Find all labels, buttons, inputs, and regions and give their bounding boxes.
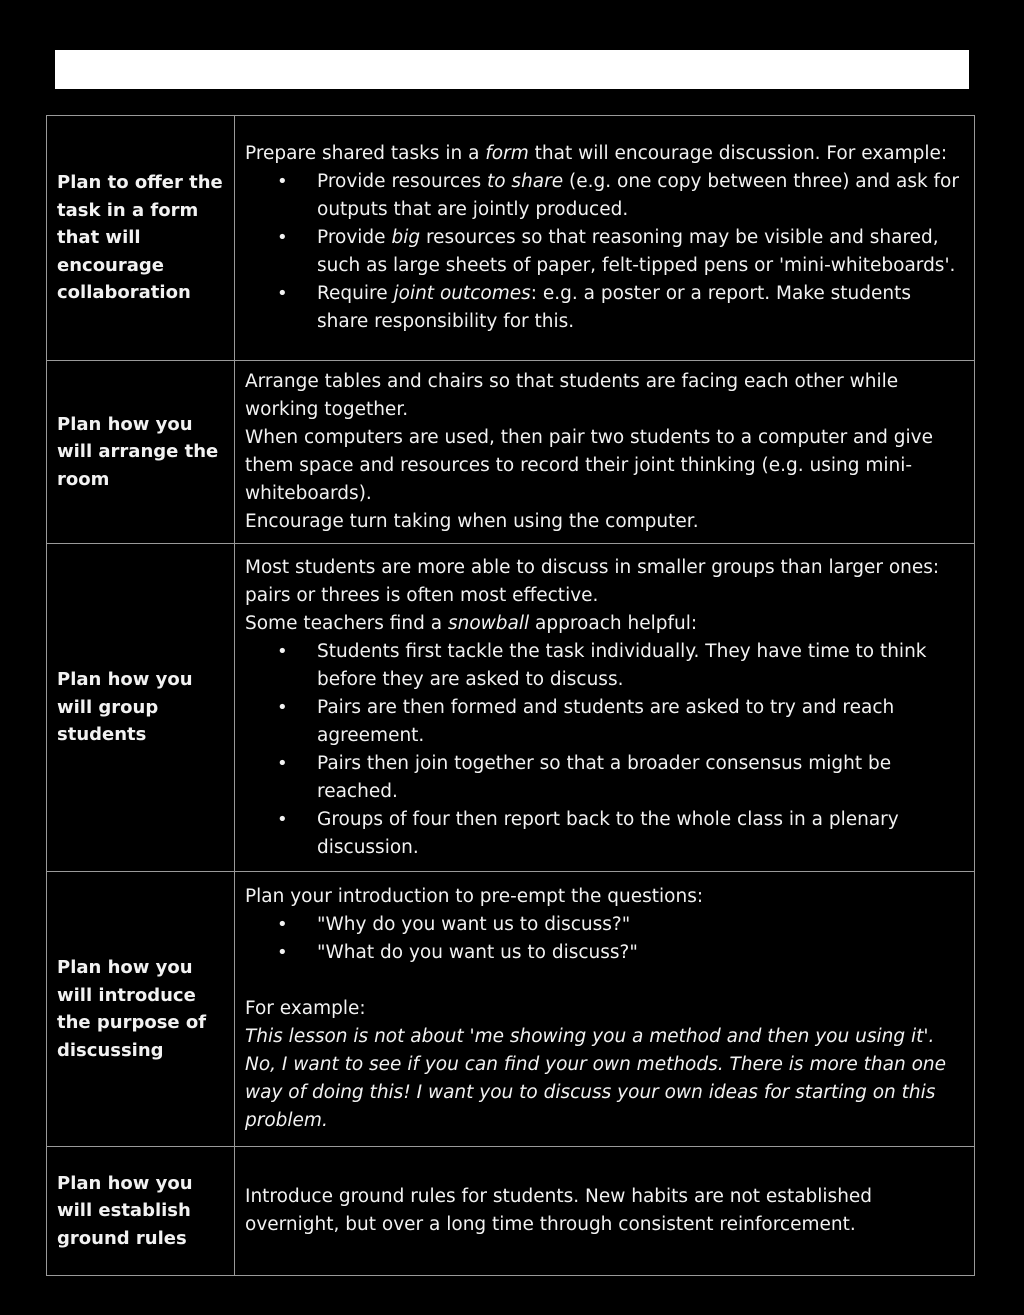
spacer — [245, 967, 964, 995]
intro-text: Prepare shared tasks in a form that will encourage discussion. For example: — [245, 143, 948, 164]
list-item: • Pairs are then formed and students are asked to try and reach agreement. — [317, 694, 964, 750]
planning-table — [46, 115, 975, 1276]
table-row — [47, 1147, 975, 1276]
list-item: • Provide resources to share (e.g. one copy between three) and ask for outputs that are jointly produced. — [317, 168, 964, 224]
title-bar — [55, 50, 969, 89]
row-content — [235, 361, 975, 544]
paragraph: Encourage turn taking when using the computer. — [245, 511, 699, 532]
paragraph: Arrange tables and chairs so that students are facing each other while working together. — [245, 371, 899, 420]
list-item: • Students first tackle the task individually. They have time to think before they are asked to discuss. — [317, 638, 964, 694]
paragraph: When computers are used, then pair two students to a computer and give them space and resources to record their joint thinking (e.g. using mini-whiteboards). — [245, 427, 933, 504]
example-text: This lesson is not about 'me showing you a method and then you using it'. No, I want to see if you can find your own methods. There is more than one way of doing this! I want you to discuss your own ideas for starting on this problem. — [245, 1026, 947, 1131]
example-label: For example: — [245, 998, 366, 1019]
table-row — [47, 872, 975, 1147]
table-row — [47, 544, 975, 872]
bullet-list — [245, 168, 964, 336]
list-item: • Pairs then join together so that a broader consensus might be reached. — [317, 750, 964, 806]
list-item: • Provide big resources so that reasoning may be visible and shared, such as large sheets of paper, felt-tipped pens or 'mini-whiteboards'. — [317, 224, 964, 280]
list-item: • "Why do you want us to discuss?" — [317, 911, 964, 939]
row-label: Plan to offer the task in a form that will encourage collaboration — [47, 116, 235, 361]
list-item: • "What do you want us to discuss?" — [317, 939, 964, 967]
bullet-list — [245, 638, 964, 862]
list-item: • Groups of four then report back to the whole class in a plenary discussion. — [317, 806, 964, 862]
table-row — [47, 361, 975, 544]
list-item: • Require joint outcomes: e.g. a poster or a report. Make students share responsibility for this. — [317, 280, 964, 336]
row-content — [235, 872, 975, 1147]
row-label: Plan how you will group students — [47, 544, 235, 872]
row-content — [235, 1147, 975, 1276]
row-content — [235, 544, 975, 872]
paragraph: Most students are more able to discuss in smaller groups than larger ones: pairs or threes is often most effective. — [245, 556, 940, 606]
bullet-list — [245, 911, 964, 967]
row-label: Plan how you will arrange the room — [47, 361, 235, 544]
paragraph: Introduce ground rules for students. New habits are not established overnight, but over a long time through consistent reinforcement. — [245, 1186, 873, 1235]
intro-text: Some teachers find a snowball approach helpful: — [245, 612, 698, 634]
table-row — [47, 116, 975, 361]
intro-text: Plan your introduction to pre-empt the questions: — [245, 886, 704, 907]
row-content — [235, 116, 975, 361]
row-label: Plan how you will establish ground rules — [47, 1147, 235, 1276]
row-label: Plan how you will introduce the purpose of discussing — [47, 872, 235, 1147]
